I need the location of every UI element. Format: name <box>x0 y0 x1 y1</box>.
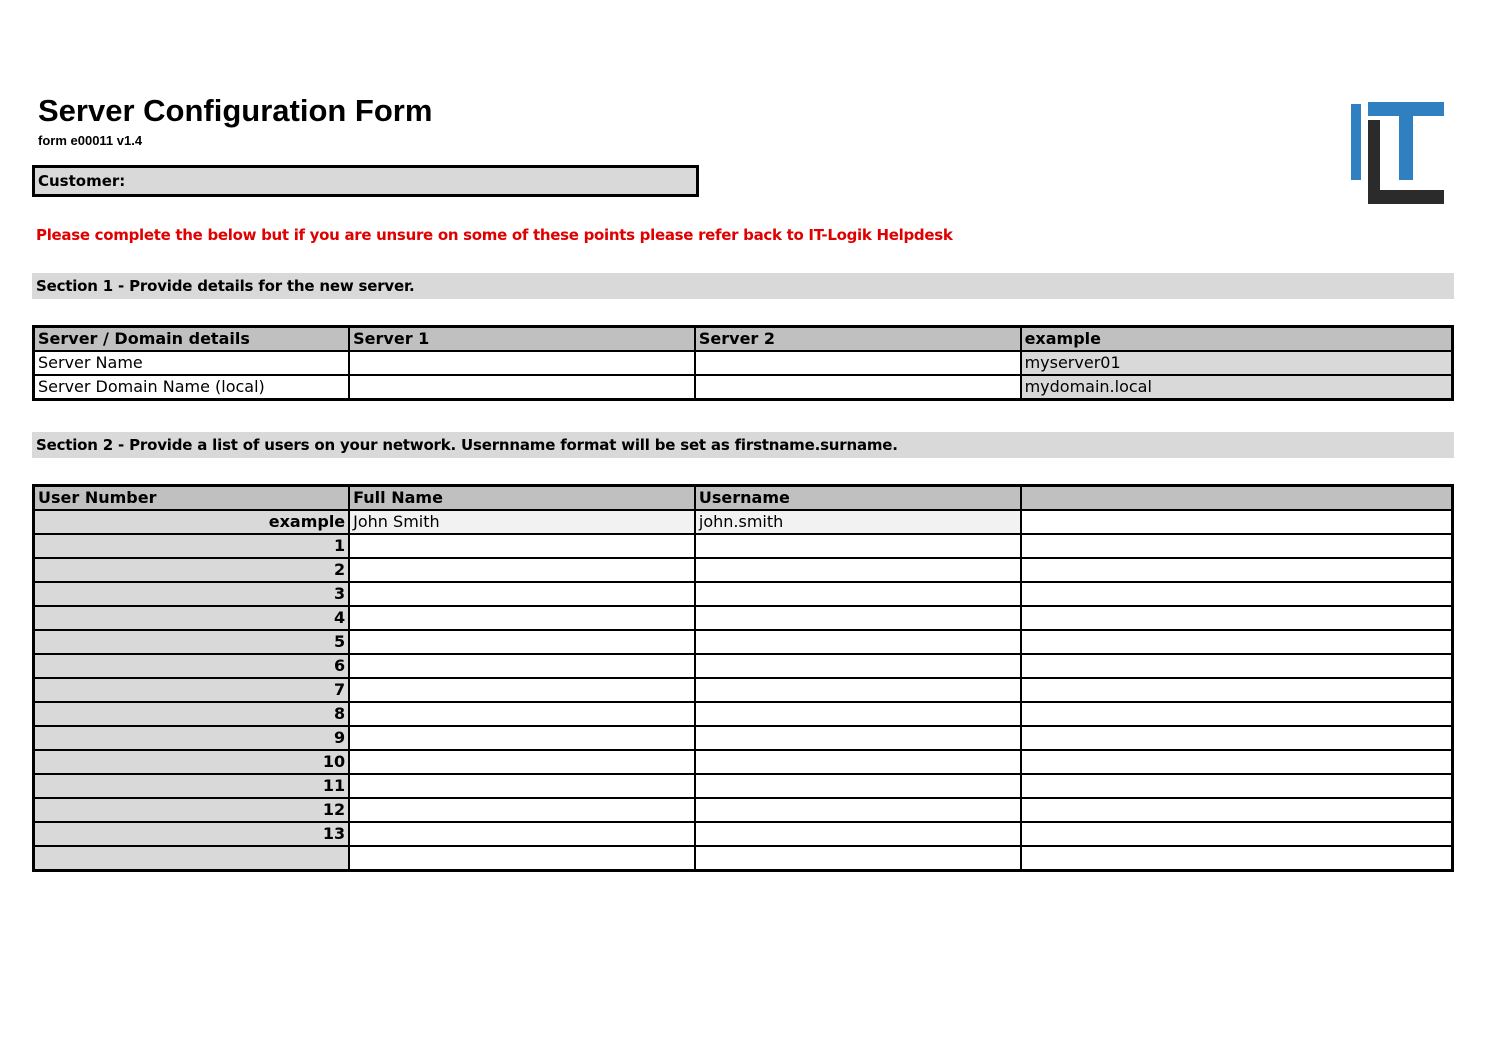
full-name-cell[interactable] <box>349 798 695 822</box>
user-number-cell: 10 <box>34 750 350 774</box>
table-row <box>34 582 1453 606</box>
user-number-cell: 2 <box>34 558 350 582</box>
table-row <box>34 846 1453 871</box>
instructions-notice: Please complete the below but if you are unsure on some of these points please refer back to IT-Logik Helpdesk <box>36 226 953 244</box>
username-cell[interactable] <box>695 750 1021 774</box>
extra-cell[interactable] <box>1021 558 1453 582</box>
table-header-row <box>34 327 1453 352</box>
username-cell[interactable] <box>695 654 1021 678</box>
extra-cell[interactable] <box>1021 606 1453 630</box>
user-number-cell: 1 <box>34 534 350 558</box>
full-name-cell[interactable] <box>349 606 695 630</box>
username-cell[interactable] <box>695 678 1021 702</box>
full-name-cell[interactable] <box>349 750 695 774</box>
table-row <box>34 630 1453 654</box>
page-title: Server Configuration Form <box>38 93 433 128</box>
table-row <box>34 774 1453 798</box>
column-header: Server / Domain details <box>34 327 350 352</box>
customer-label: Customer: <box>38 172 126 190</box>
username-cell[interactable] <box>695 798 1021 822</box>
username-cell[interactable] <box>695 582 1021 606</box>
user-number-cell <box>34 846 350 871</box>
user-number-cell: 6 <box>34 654 350 678</box>
username-cell[interactable] <box>695 630 1021 654</box>
table-row <box>34 822 1453 846</box>
column-header: Full Name <box>349 486 695 511</box>
full-name-cell[interactable] <box>349 678 695 702</box>
table-row <box>34 375 1453 400</box>
table-row <box>34 798 1453 822</box>
user-number-cell: 4 <box>34 606 350 630</box>
user-number-cell: 13 <box>34 822 350 846</box>
user-number-cell: 7 <box>34 678 350 702</box>
table-row <box>34 702 1453 726</box>
example-cell: myserver01 <box>1021 351 1453 375</box>
username-cell: john.smith <box>695 510 1021 534</box>
column-header: Server 1 <box>349 327 695 352</box>
username-cell[interactable] <box>695 702 1021 726</box>
row-label: Server Name <box>34 351 350 375</box>
extra-cell[interactable] <box>1021 678 1453 702</box>
extra-cell[interactable] <box>1021 702 1453 726</box>
full-name-cell[interactable] <box>349 558 695 582</box>
table-row <box>34 351 1453 375</box>
example-row <box>34 510 1453 534</box>
section-1-title: Section 1 - Provide details for the new server. <box>32 273 1454 299</box>
full-name-cell[interactable] <box>349 822 695 846</box>
user-number-cell: 5 <box>34 630 350 654</box>
full-name-cell[interactable] <box>349 630 695 654</box>
full-name-cell[interactable] <box>349 726 695 750</box>
table-row <box>34 606 1453 630</box>
user-number-cell: 9 <box>34 726 350 750</box>
server2-name-cell[interactable] <box>695 351 1021 375</box>
extra-cell[interactable] <box>1021 798 1453 822</box>
extra-cell[interactable] <box>1021 726 1453 750</box>
username-cell[interactable] <box>695 726 1021 750</box>
full-name-cell[interactable] <box>349 774 695 798</box>
full-name-cell[interactable] <box>349 582 695 606</box>
column-header: example <box>1021 327 1453 352</box>
username-cell[interactable] <box>695 606 1021 630</box>
table-row <box>34 558 1453 582</box>
extra-cell[interactable] <box>1021 654 1453 678</box>
customer-field[interactable] <box>32 165 699 197</box>
full-name-cell[interactable] <box>349 534 695 558</box>
column-header: Server 2 <box>695 327 1021 352</box>
extra-cell[interactable] <box>1021 822 1453 846</box>
extra-cell[interactable] <box>1021 582 1453 606</box>
example-cell: mydomain.local <box>1021 375 1453 400</box>
username-cell[interactable] <box>695 558 1021 582</box>
row-label: Server Domain Name (local) <box>34 375 350 400</box>
username-cell[interactable] <box>695 822 1021 846</box>
extra-cell[interactable] <box>1021 510 1453 534</box>
section-2-title: Section 2 - Provide a list of users on your network. Usernname format will be set as firstname.surname. <box>32 432 1454 458</box>
server1-domain-cell[interactable] <box>349 375 695 400</box>
user-number-cell: 12 <box>34 798 350 822</box>
username-cell[interactable] <box>695 774 1021 798</box>
extra-cell[interactable] <box>1021 534 1453 558</box>
full-name-cell[interactable] <box>349 654 695 678</box>
table-row <box>34 750 1453 774</box>
extra-cell[interactable] <box>1021 630 1453 654</box>
column-header: User Number <box>34 486 350 511</box>
column-header <box>1021 486 1453 511</box>
table-row <box>34 726 1453 750</box>
extra-cell[interactable] <box>1021 774 1453 798</box>
table-row <box>34 654 1453 678</box>
users-table <box>32 484 1454 872</box>
form-version: form e00011 v1.4 <box>38 133 143 148</box>
extra-cell[interactable] <box>1021 750 1453 774</box>
user-number-cell: 11 <box>34 774 350 798</box>
table-row <box>34 678 1453 702</box>
server-details-table <box>32 325 1454 401</box>
user-number-cell: 8 <box>34 702 350 726</box>
table-row <box>34 534 1453 558</box>
user-number-cell: 3 <box>34 582 350 606</box>
server2-domain-cell[interactable] <box>695 375 1021 400</box>
username-cell[interactable] <box>695 534 1021 558</box>
it-logik-logo <box>1350 100 1446 206</box>
username-cell[interactable] <box>695 846 1021 871</box>
user-number-cell: example <box>34 510 350 534</box>
full-name-cell[interactable] <box>349 846 695 871</box>
full-name-cell: John Smith <box>349 510 695 534</box>
full-name-cell[interactable] <box>349 702 695 726</box>
column-header: Username <box>695 486 1021 511</box>
table-header-row <box>34 486 1453 511</box>
server1-name-cell[interactable] <box>349 351 695 375</box>
extra-cell[interactable] <box>1021 846 1453 871</box>
